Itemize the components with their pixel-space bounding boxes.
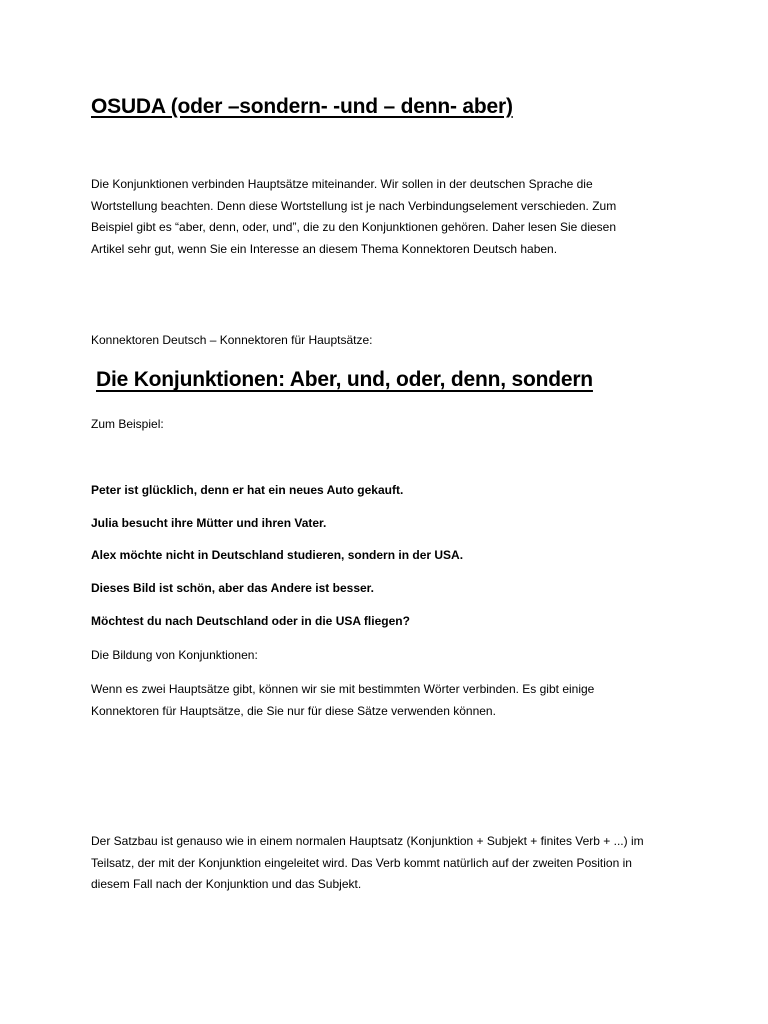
intro-paragraph: Die Konjunktionen verbinden Hauptsätze miteinander. Wir sollen in der deutschen Sprache die Wortstellung beachten. Denn diese Wortstellung ist je nach Verbindungselement verschieden. Zum Beispiel gibt es “aber, denn, oder, und”, die zu den Konjunktionen gehören. Daher lesen Sie diesen Artikel sehr gut, wenn Sie ein Interesse an diesem Thema Konnektoren Deutsch haben. bbox=[91, 177, 617, 256]
bildung-label: Die Bildung von Konjunktionen: bbox=[91, 648, 258, 662]
section-heading: Die Konjunktionen: Aber, und, oder, denn, sondern bbox=[96, 368, 593, 391]
example-sentence: Möchtest du nach Deutschland oder in die USA fliegen? bbox=[91, 614, 410, 628]
paragraph-three: Der Satzbau ist genauso wie in einem normalen Hauptsatz (Konjunktion + Subjekt + finites Verb + ...) im Teilsatz, der mit der Konjunktion eingeleitet wird. Das Verb kommt natürlich auf der zweiten Position in diesem Fall nach der Konjunktion und das Subjekt. bbox=[91, 834, 644, 891]
example-label: Zum Beispiel: bbox=[91, 417, 164, 431]
example-sentence: Julia besucht ihre Mütter und ihren Vater. bbox=[91, 516, 327, 530]
section-subheading: Konnektoren Deutsch – Konnektoren für Hauptsätze: bbox=[91, 333, 373, 347]
example-sentence: Peter ist glücklich, denn er hat ein neues Auto gekauft. bbox=[91, 483, 404, 497]
example-sentence: Dieses Bild ist schön, aber das Andere ist besser. bbox=[91, 581, 375, 595]
example-sentence: Alex möchte nicht in Deutschland studieren, sondern in der USA. bbox=[91, 548, 464, 562]
paragraph-two: Wenn es zwei Hauptsätze gibt, können wir sie mit bestimmten Wörter verbinden. Es gibt einige Konnektoren für Hauptsätze, die Sie nur für diese Sätze verwenden können. bbox=[91, 682, 595, 718]
document-title: OSUDA (oder –sondern- -und – denn- aber) bbox=[91, 95, 513, 118]
